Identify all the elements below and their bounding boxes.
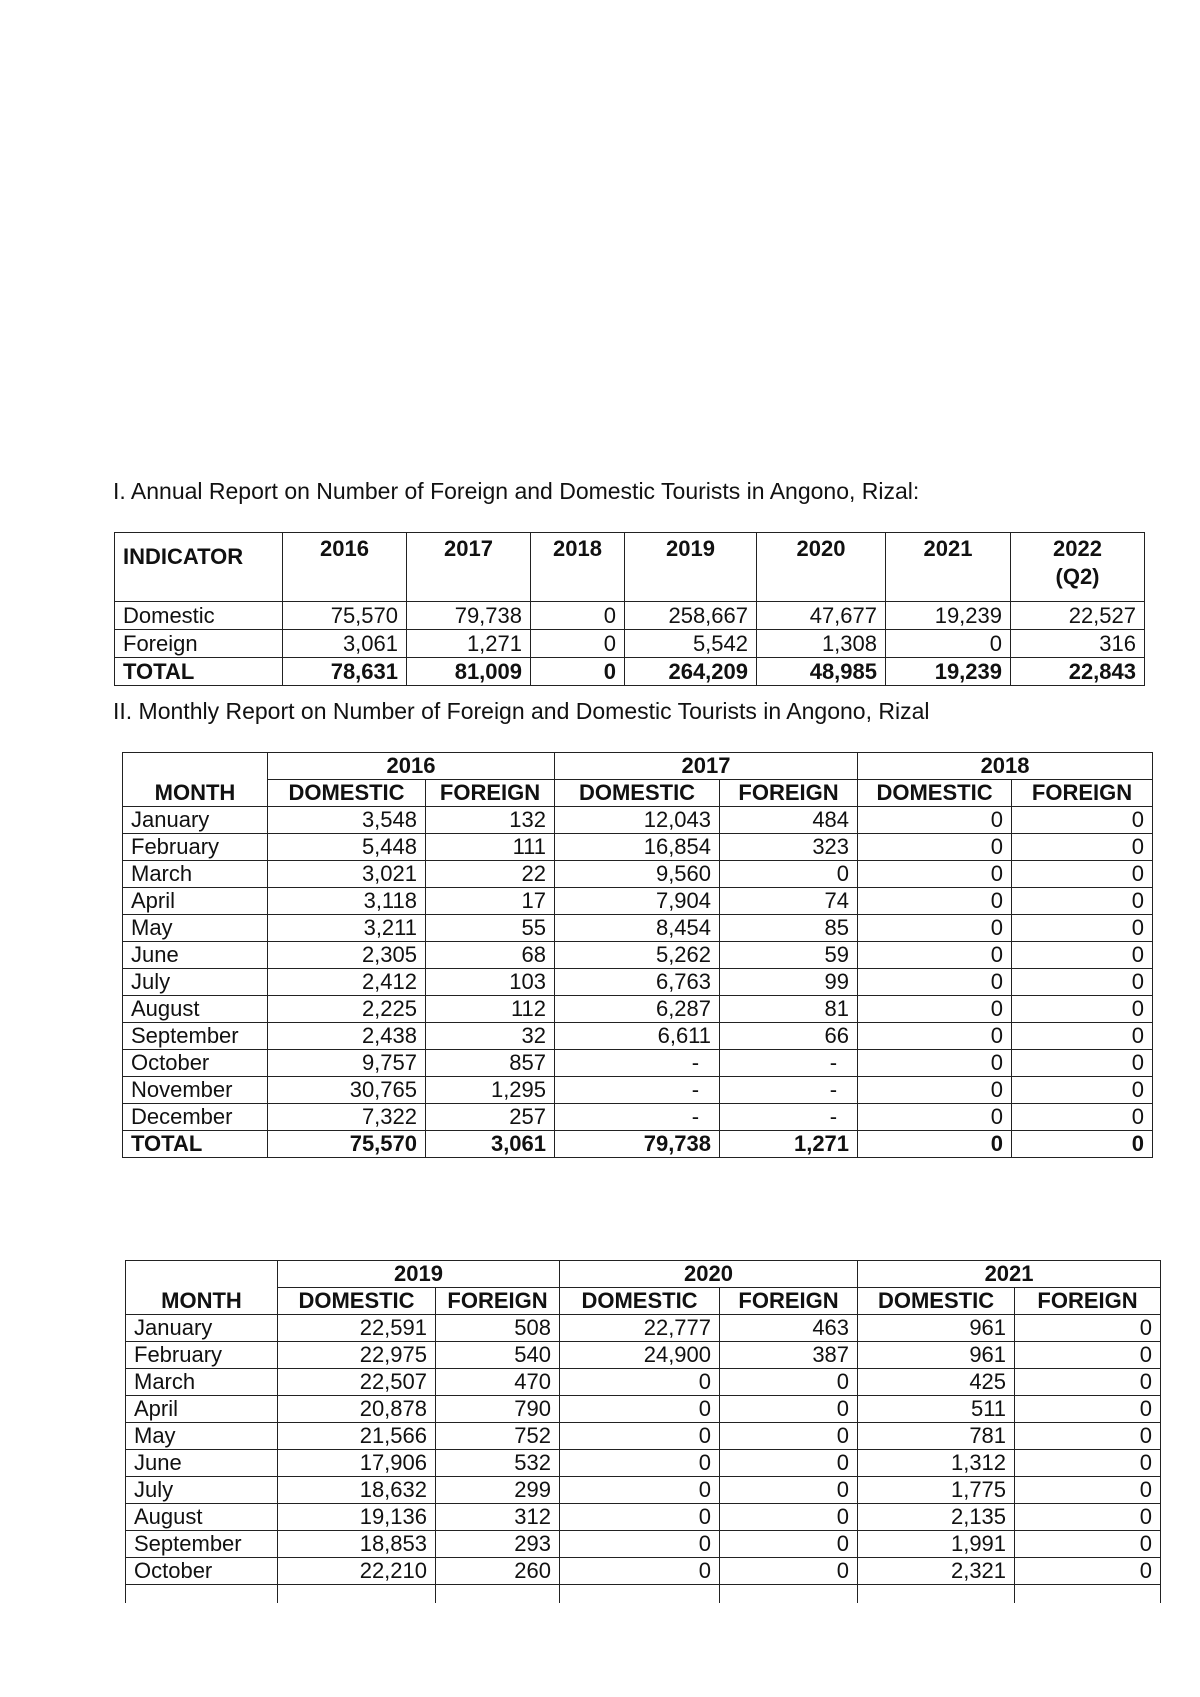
value-cell: - — [555, 1104, 720, 1131]
value-cell: 59 — [720, 942, 858, 969]
empty-cell — [1015, 1585, 1161, 1604]
month-header: MONTH — [126, 1261, 278, 1315]
value-cell: 22,591 — [278, 1315, 436, 1342]
month-row — [123, 996, 1153, 1023]
value-cell: - — [555, 1077, 720, 1104]
month-row — [123, 1050, 1153, 1077]
year-2022-label: 2022 — [1053, 536, 1102, 561]
value-cell: 0 — [531, 658, 625, 686]
type-header-row — [123, 780, 1153, 807]
value-cell: 75,570 — [283, 602, 407, 630]
value-cell: 0 — [858, 834, 1012, 861]
value-cell: 19,136 — [278, 1504, 436, 1531]
value-cell: 6,611 — [555, 1023, 720, 1050]
year-header: 2020 — [757, 533, 886, 602]
month-row — [123, 942, 1153, 969]
value-cell: 30,765 — [268, 1077, 426, 1104]
value-cell: 0 — [1015, 1369, 1161, 1396]
month-label: April — [126, 1396, 278, 1423]
value-cell: 260 — [436, 1558, 560, 1585]
value-cell: 21,566 — [278, 1423, 436, 1450]
value-cell: 7,904 — [555, 888, 720, 915]
value-cell: 0 — [1012, 996, 1153, 1023]
value-cell: 1,991 — [858, 1531, 1015, 1558]
value-cell: 0 — [1012, 888, 1153, 915]
year-header: 2020 — [560, 1261, 858, 1288]
type-header-row — [126, 1288, 1161, 1315]
value-cell: 0 — [720, 861, 858, 888]
domestic-header: DOMESTIC — [555, 780, 720, 807]
value-cell: 540 — [436, 1342, 560, 1369]
value-cell: 0 — [1015, 1315, 1161, 1342]
value-cell: 961 — [858, 1342, 1015, 1369]
empty-cell — [720, 1585, 858, 1604]
value-cell: 103 — [426, 969, 555, 996]
value-cell: 484 — [720, 807, 858, 834]
month-row — [126, 1396, 1161, 1423]
value-cell: 0 — [1015, 1531, 1161, 1558]
value-cell: 323 — [720, 834, 858, 861]
total-row — [123, 1131, 1153, 1158]
month-label: March — [126, 1369, 278, 1396]
value-cell: 0 — [1012, 1023, 1153, 1050]
annual-report-heading: I. Annual Report on Number of Foreign and Domestic Tourists in Angono, Rizal: — [113, 478, 920, 504]
year-header: 2017 — [555, 753, 858, 780]
month-row — [126, 1477, 1161, 1504]
month-row — [126, 1315, 1161, 1342]
empty-cell — [126, 1585, 278, 1604]
value-cell: 0 — [560, 1423, 720, 1450]
value-cell: 78,631 — [283, 658, 407, 686]
value-cell: 5,262 — [555, 942, 720, 969]
month-label: May — [126, 1423, 278, 1450]
value-cell: 0 — [1015, 1558, 1161, 1585]
value-cell: 2,135 — [858, 1504, 1015, 1531]
month-label: June — [123, 942, 268, 969]
domestic-header: DOMESTIC — [858, 780, 1012, 807]
value-cell: 0 — [858, 1104, 1012, 1131]
foreign-header: FOREIGN — [720, 1288, 858, 1315]
month-label: September — [126, 1531, 278, 1558]
month-label: June — [126, 1450, 278, 1477]
value-cell: 0 — [1012, 1077, 1153, 1104]
month-label: December — [123, 1104, 268, 1131]
empty-cell — [858, 1585, 1015, 1604]
domestic-header: DOMESTIC — [560, 1288, 720, 1315]
value-cell: 12,043 — [555, 807, 720, 834]
value-cell: 387 — [720, 1342, 858, 1369]
value-cell: 66 — [720, 1023, 858, 1050]
indicator-header: INDICATOR — [115, 533, 283, 602]
value-cell: - — [720, 1077, 858, 1104]
value-cell: 752 — [436, 1423, 560, 1450]
month-label: February — [126, 1342, 278, 1369]
value-cell: 2,412 — [268, 969, 426, 996]
value-cell: 299 — [436, 1477, 560, 1504]
value-cell: 0 — [858, 1131, 1012, 1158]
annual-row — [115, 630, 1145, 658]
value-cell: 1,312 — [858, 1450, 1015, 1477]
value-cell: 1,295 — [426, 1077, 555, 1104]
month-label: January — [126, 1315, 278, 1342]
value-cell: 32 — [426, 1023, 555, 1050]
value-cell: 2,438 — [268, 1023, 426, 1050]
value-cell: - — [720, 1050, 858, 1077]
foreign-header: FOREIGN — [436, 1288, 560, 1315]
value-cell: 0 — [1012, 942, 1153, 969]
value-cell: 3,021 — [268, 861, 426, 888]
value-cell: 8,454 — [555, 915, 720, 942]
value-cell: 0 — [1015, 1450, 1161, 1477]
row-label: TOTAL — [115, 658, 283, 686]
value-cell: 22,210 — [278, 1558, 436, 1585]
value-cell: 0 — [720, 1531, 858, 1558]
value-cell: 55 — [426, 915, 555, 942]
foreign-header: FOREIGN — [720, 780, 858, 807]
value-cell: 0 — [858, 861, 1012, 888]
value-cell: 22,777 — [560, 1315, 720, 1342]
value-cell: 0 — [1015, 1477, 1161, 1504]
value-cell: 22,507 — [278, 1369, 436, 1396]
value-cell: 0 — [531, 630, 625, 658]
value-cell: 3,211 — [268, 915, 426, 942]
year-header: 2019 — [625, 533, 757, 602]
value-cell: 0 — [858, 969, 1012, 996]
value-cell: 0 — [560, 1504, 720, 1531]
value-cell: 508 — [436, 1315, 560, 1342]
monthly-table-2019-2021 — [125, 1260, 1161, 1603]
month-label: July — [126, 1477, 278, 1504]
value-cell: 47,677 — [757, 602, 886, 630]
value-cell: 2,321 — [858, 1558, 1015, 1585]
domestic-header: DOMESTIC — [278, 1288, 436, 1315]
year-header: 2021 — [858, 1261, 1161, 1288]
value-cell: 9,560 — [555, 861, 720, 888]
month-row — [123, 1077, 1153, 1104]
month-label: October — [126, 1558, 278, 1585]
value-cell: 3,061 — [426, 1131, 555, 1158]
row-label: Foreign — [115, 630, 283, 658]
month-row — [123, 834, 1153, 861]
value-cell: 0 — [560, 1396, 720, 1423]
value-cell: 0 — [1012, 807, 1153, 834]
value-cell: 0 — [858, 1050, 1012, 1077]
year-header: 2019 — [278, 1261, 560, 1288]
value-cell: 0 — [1012, 969, 1153, 996]
value-cell: 16,854 — [555, 834, 720, 861]
domestic-header: DOMESTIC — [858, 1288, 1015, 1315]
year-header: 2021 — [886, 533, 1011, 602]
year-header: 2018 — [858, 753, 1153, 780]
month-label: February — [123, 834, 268, 861]
month-row — [126, 1342, 1161, 1369]
value-cell: 85 — [720, 915, 858, 942]
value-cell: 111 — [426, 834, 555, 861]
month-label: January — [123, 807, 268, 834]
value-cell: 132 — [426, 807, 555, 834]
empty-cell — [560, 1585, 720, 1604]
value-cell: 0 — [720, 1477, 858, 1504]
value-cell: 22 — [426, 861, 555, 888]
value-cell: 112 — [426, 996, 555, 1023]
value-cell: 48,985 — [757, 658, 886, 686]
value-cell: 0 — [886, 630, 1011, 658]
domestic-header: DOMESTIC — [268, 780, 426, 807]
value-cell: 0 — [720, 1504, 858, 1531]
value-cell: 0 — [720, 1396, 858, 1423]
annual-report-table — [114, 532, 1145, 686]
value-cell: 5,542 — [625, 630, 757, 658]
value-cell: 0 — [858, 915, 1012, 942]
value-cell: 0 — [1015, 1342, 1161, 1369]
year-header-row — [123, 753, 1153, 780]
value-cell: 3,061 — [283, 630, 407, 658]
value-cell: 18,853 — [278, 1531, 436, 1558]
month-label: March — [123, 861, 268, 888]
value-cell: 22,975 — [278, 1342, 436, 1369]
monthly-table-2016-2018 — [122, 752, 1153, 1158]
value-cell: 0 — [1012, 861, 1153, 888]
value-cell: 0 — [858, 1023, 1012, 1050]
value-cell: 0 — [858, 942, 1012, 969]
year-header: 2016 — [268, 753, 555, 780]
foreign-header: FOREIGN — [1012, 780, 1153, 807]
value-cell: 79,738 — [555, 1131, 720, 1158]
value-cell: 0 — [560, 1369, 720, 1396]
value-cell: 19,239 — [886, 602, 1011, 630]
value-cell: 0 — [1012, 915, 1153, 942]
year-header-row — [126, 1261, 1161, 1288]
value-cell: 470 — [436, 1369, 560, 1396]
value-cell: 22,527 — [1011, 602, 1145, 630]
value-cell: 5,448 — [268, 834, 426, 861]
month-label: August — [123, 996, 268, 1023]
year-header: 2016 — [283, 533, 407, 602]
value-cell: 0 — [1015, 1423, 1161, 1450]
value-cell: 24,900 — [560, 1342, 720, 1369]
value-cell: 511 — [858, 1396, 1015, 1423]
empty-cell — [436, 1585, 560, 1604]
month-header: MONTH — [123, 753, 268, 807]
value-cell: 22,843 — [1011, 658, 1145, 686]
month-row — [123, 807, 1153, 834]
row-label: Domestic — [115, 602, 283, 630]
month-row — [126, 1531, 1161, 1558]
value-cell: 1,775 — [858, 1477, 1015, 1504]
value-cell: 0 — [1015, 1504, 1161, 1531]
month-label: TOTAL — [123, 1131, 268, 1158]
month-row — [123, 915, 1153, 942]
value-cell: 0 — [858, 807, 1012, 834]
month-row — [123, 969, 1153, 996]
annual-row — [115, 658, 1145, 686]
value-cell: 79,738 — [407, 602, 531, 630]
value-cell: 74 — [720, 888, 858, 915]
value-cell: 258,667 — [625, 602, 757, 630]
value-cell: 781 — [858, 1423, 1015, 1450]
value-cell: 293 — [436, 1531, 560, 1558]
value-cell: 0 — [1012, 834, 1153, 861]
month-label: May — [123, 915, 268, 942]
value-cell: 857 — [426, 1050, 555, 1077]
value-cell: - — [555, 1050, 720, 1077]
value-cell: 1,308 — [757, 630, 886, 658]
value-cell: 2,305 — [268, 942, 426, 969]
value-cell: 0 — [720, 1450, 858, 1477]
value-cell: 0 — [531, 602, 625, 630]
month-row — [126, 1369, 1161, 1396]
month-row — [123, 1023, 1153, 1050]
value-cell: 68 — [426, 942, 555, 969]
month-label: October — [123, 1050, 268, 1077]
annual-header-row — [115, 533, 1145, 602]
month-label: September — [123, 1023, 268, 1050]
value-cell: 0 — [720, 1423, 858, 1450]
value-cell: 0 — [1012, 1050, 1153, 1077]
value-cell: 17,906 — [278, 1450, 436, 1477]
value-cell: 0 — [560, 1477, 720, 1504]
value-cell: 81 — [720, 996, 858, 1023]
value-cell: 2,225 — [268, 996, 426, 1023]
year-header: 2018 — [531, 533, 625, 602]
month-row — [126, 1558, 1161, 1585]
value-cell: 0 — [560, 1531, 720, 1558]
value-cell: 961 — [858, 1315, 1015, 1342]
value-cell: 6,287 — [555, 996, 720, 1023]
value-cell: 19,239 — [886, 658, 1011, 686]
value-cell: 1,271 — [720, 1131, 858, 1158]
value-cell: 0 — [1012, 1104, 1153, 1131]
value-cell: 3,548 — [268, 807, 426, 834]
month-label: July — [123, 969, 268, 996]
value-cell: 312 — [436, 1504, 560, 1531]
value-cell: 0 — [1012, 1131, 1153, 1158]
value-cell: 0 — [560, 1450, 720, 1477]
value-cell: 0 — [560, 1558, 720, 1585]
value-cell: 0 — [858, 996, 1012, 1023]
value-cell: 425 — [858, 1369, 1015, 1396]
value-cell: 75,570 — [268, 1131, 426, 1158]
year-header: 2017 — [407, 533, 531, 602]
value-cell: 1,271 — [407, 630, 531, 658]
month-row — [126, 1450, 1161, 1477]
empty-cell — [278, 1585, 436, 1604]
value-cell: 0 — [720, 1558, 858, 1585]
value-cell: 316 — [1011, 630, 1145, 658]
value-cell: 99 — [720, 969, 858, 996]
quarter-label: (Q2) — [1055, 564, 1100, 589]
foreign-header: FOREIGN — [1015, 1288, 1161, 1315]
value-cell: 17 — [426, 888, 555, 915]
year-header-2022 — [1011, 533, 1145, 602]
value-cell: 6,763 — [555, 969, 720, 996]
value-cell: 264,209 — [625, 658, 757, 686]
value-cell: 257 — [426, 1104, 555, 1131]
value-cell: 3,118 — [268, 888, 426, 915]
value-cell: 0 — [858, 888, 1012, 915]
monthly-report-heading: II. Monthly Report on Number of Foreign and Domestic Tourists in Angono, Rizal — [113, 698, 930, 724]
value-cell: - — [720, 1104, 858, 1131]
value-cell: 9,757 — [268, 1050, 426, 1077]
value-cell: 20,878 — [278, 1396, 436, 1423]
value-cell: 0 — [1015, 1396, 1161, 1423]
value-cell: 81,009 — [407, 658, 531, 686]
month-row — [123, 1104, 1153, 1131]
month-row — [123, 888, 1153, 915]
month-row — [126, 1504, 1161, 1531]
value-cell: 790 — [436, 1396, 560, 1423]
month-label: November — [123, 1077, 268, 1104]
value-cell: 18,632 — [278, 1477, 436, 1504]
month-row — [123, 861, 1153, 888]
month-row — [126, 1423, 1161, 1450]
value-cell: 532 — [436, 1450, 560, 1477]
foreign-header: FOREIGN — [426, 780, 555, 807]
month-label: August — [126, 1504, 278, 1531]
value-cell: 0 — [720, 1369, 858, 1396]
month-label: April — [123, 888, 268, 915]
value-cell: 463 — [720, 1315, 858, 1342]
value-cell: 7,322 — [268, 1104, 426, 1131]
empty-row — [126, 1585, 1161, 1604]
value-cell: 0 — [858, 1077, 1012, 1104]
annual-row — [115, 602, 1145, 630]
